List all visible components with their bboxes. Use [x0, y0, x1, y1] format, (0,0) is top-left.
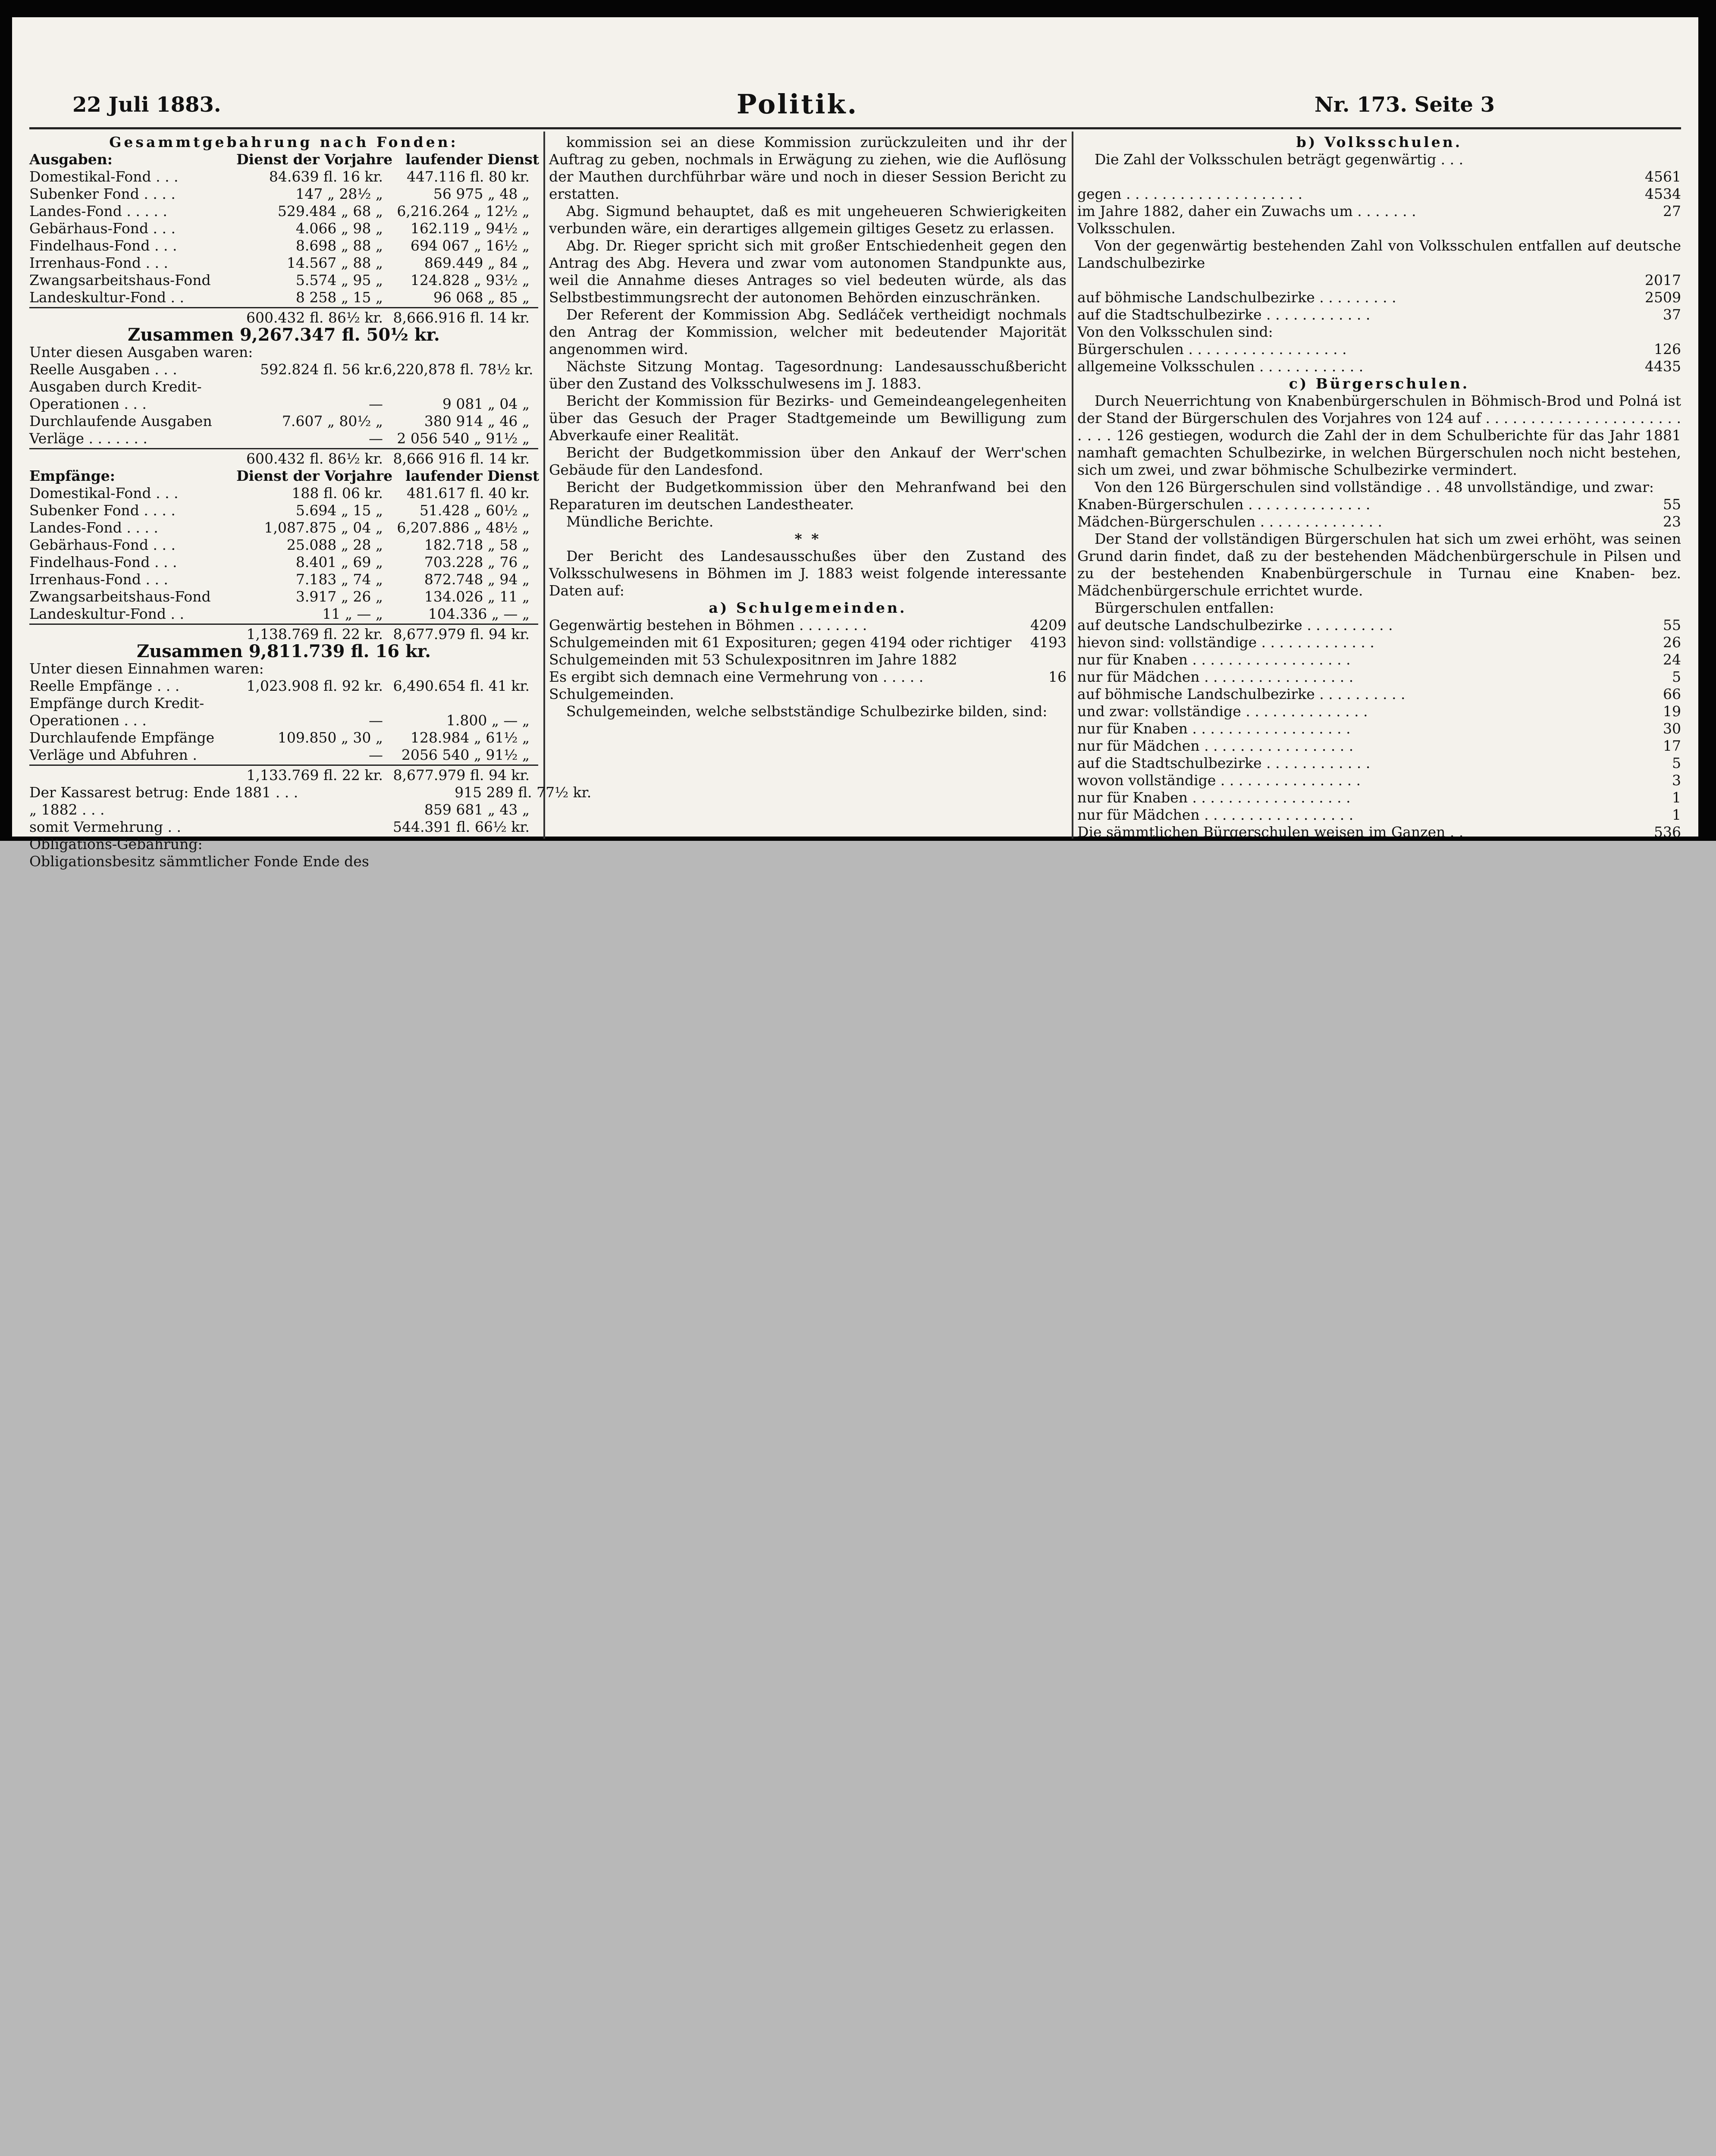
row-label: Operationen . . . — [29, 395, 147, 412]
row-prior-year: 592.824 fl. 56 kr. — [260, 361, 383, 378]
data-value: 2017 — [1645, 272, 1681, 288]
row-label — [29, 450, 236, 467]
row-label: Durchlaufende Empfänge — [29, 729, 215, 746]
paragraph: Durch Neuerrichtung von Knabenbürgerschulen in Böhmisch-Brod und Polná ist der Stand der Bürgerschulen des Vorjahres von 124 auf . . . . . . . . . . . . . . . . . . . . . . . . . . 126 gestiegen, wodurch die Zahl der in dem Schulberichte für das Jahr 1881 namhaft gemachten Schulbezirke, in welchen Bürgerschulen noch nicht bestehen, sich um zwei, und zwar böhmische Schulbezirke vermindert. — [1077, 392, 1681, 478]
table-row — [29, 151, 538, 168]
table-row — [29, 695, 538, 712]
data-label: im Jahre 1882, daher ein Zuwachs um . . . . . . . — [1077, 203, 1416, 219]
row-prior-year — [236, 818, 383, 836]
data-row — [1077, 755, 1681, 772]
row-current: 694 067 „ 16½ „ — [410, 237, 530, 254]
data-label: auf böhmische Landschulbezirke . . . . . . . . . — [1077, 289, 1396, 306]
data-value: 4435 — [1645, 358, 1681, 375]
data-label — [1077, 272, 1629, 289]
row-label — [29, 626, 236, 643]
row-label: Empfänge: — [29, 467, 115, 484]
row-current — [383, 378, 530, 395]
header-date: 22 Juli 1883. — [72, 93, 221, 117]
expenses-total: Zusammen 9,267.347 fl. 50½ kr. — [128, 325, 440, 345]
data-value: 24 — [1663, 651, 1681, 668]
row-current: 8,666.916 fl. 14 kr. — [393, 309, 530, 326]
row-prior-year — [236, 378, 383, 395]
row-label: Findelhaus-Fond . . . — [29, 554, 177, 570]
table-row — [29, 309, 538, 326]
data-label: Schulgemeinden. — [549, 686, 674, 702]
header-title: Politik. — [737, 88, 859, 120]
data-value: 1 — [1672, 806, 1681, 823]
data-value: 4534 — [1645, 185, 1681, 202]
data-row — [1077, 651, 1681, 668]
table-row — [29, 237, 538, 254]
table-row — [29, 554, 538, 571]
data-row — [1077, 789, 1681, 806]
row-label: Domestikal-Fond . . . — [29, 485, 179, 501]
row-label: „ 1882 . . . — [29, 801, 105, 818]
table-row — [29, 450, 538, 467]
row-prior-year: Dienst der Vorjahre — [236, 467, 393, 484]
paragraph: Bürgerschulen entfallen: — [1095, 599, 1274, 616]
column-politics — [549, 134, 1067, 841]
table-row — [29, 220, 538, 237]
data-label: wovon vollständige . . . . . . . . . . . . . . . . — [1077, 772, 1361, 789]
row-current: 869.449 „ 84 „ — [424, 254, 530, 271]
data-value — [1629, 323, 1681, 341]
row-label: Durchlaufende Ausgaben — [29, 413, 212, 429]
row-prior-year: 5.574 „ 95 „ — [295, 272, 383, 288]
data-value — [1629, 220, 1681, 237]
row-current: 6,220,878 fl. 78½ kr. — [383, 361, 533, 378]
data-row — [1077, 737, 1681, 755]
row-prior-year: 600.432 fl. 86½ kr. — [246, 309, 383, 326]
data-value: 17 — [1663, 737, 1681, 754]
data-row — [1077, 668, 1681, 686]
data-value: 4193 — [1030, 634, 1067, 651]
data-label: Knaben-Bürgerschulen . . . . . . . . . . . . . . — [1077, 496, 1371, 513]
data-row — [1077, 306, 1681, 323]
row-label: Empfänge durch Kredit- — [29, 695, 204, 711]
row-current: 6,207.886 „ 48½ „ — [397, 519, 530, 536]
table-row — [29, 712, 538, 729]
row-label: Zwangsarbeitshaus-Fond — [29, 272, 211, 288]
header-rule — [29, 127, 1681, 129]
data-row — [549, 634, 1067, 651]
data-value: 1 — [1672, 789, 1681, 806]
paragraph: kommission sei an diese Kommission zurückzuleiten und ihr der Auftrag zu geben, nochmals in Erwägung zu ziehen, wie die Auflösung der Mauthen durchführbar wäre und noch in dieser Session Bericht zu erstatten. — [549, 134, 1067, 202]
row-prior-year: — — [369, 395, 383, 412]
data-label: Schulgemeinden mit 53 Schulexpositnren im Jahre 1882 — [549, 651, 957, 668]
subheading: b) Volksschulen. — [1296, 134, 1462, 150]
data-value: 37 — [1663, 306, 1681, 323]
table-row — [29, 467, 538, 485]
data-row — [1077, 203, 1681, 220]
row-current: 380 914 „ 46 „ — [424, 413, 530, 429]
section-heading: Gesammtgebahrung nach Fonden: — [109, 134, 458, 150]
row-label: Verläge . . . . . . . — [29, 430, 147, 447]
row-prior-year: 7.183 „ 74 „ — [295, 571, 383, 588]
row-prior-year: 11 „ — „ — [322, 605, 383, 622]
row-prior-year: 8 258 „ 15 „ — [295, 289, 383, 306]
data-row — [549, 617, 1067, 634]
data-label: auf die Stadtschulbezirke . . . . . . . . . . . . — [1077, 755, 1371, 771]
data-row — [1077, 185, 1681, 203]
row-current: 915 289 fl. 77½ kr. — [455, 784, 592, 801]
table-row — [29, 361, 538, 378]
data-label: nur für Mädchen . . . . . . . . . . . . . . . . . — [1077, 806, 1354, 823]
data-row — [1077, 686, 1681, 703]
row-label: Reelle Ausgaben . . . — [29, 361, 177, 378]
row-current: 8,666 916 fl. 14 kr. — [393, 450, 530, 467]
row-prior-year: 14.567 „ 88 „ — [286, 254, 383, 271]
paragraph: Der Referent der Kommission Abg. Sedláček vertheidigt nochmals den Antrag der Kommission, welcher mit bedeutender Majorität angenommen wird. — [549, 306, 1067, 357]
data-value: 23 — [1663, 513, 1681, 530]
row-label: Verläge und Abfuhren . — [29, 746, 197, 763]
table-row — [29, 430, 538, 447]
paragraph: Der Stand der vollständigen Bürgerschulen hat sich um zwei erhöht, was seinen Grund darin findet, daß zu der bestehenden Mädchenbürgerschule in Pilsen und zu der bestehenden Knabenbürgerschule in Turnau eine Knaben- bez. Mädchenbürgerschule errichtet wurde. — [1077, 530, 1681, 599]
table-row — [29, 784, 592, 801]
row-current: 703.228 „ 76 „ — [424, 554, 530, 570]
row-current — [383, 695, 530, 712]
row-current: 51.428 „ 60½ „ — [419, 502, 530, 519]
row-prior-year: 8.698 „ 88 „ — [295, 237, 383, 254]
data-value: 2509 — [1645, 289, 1681, 306]
row-prior-year: 1,087.875 „ 04 „ — [264, 519, 383, 536]
data-value: 27 — [1663, 203, 1681, 219]
data-value: 55 — [1663, 496, 1681, 513]
subheading: Unter diesen Ausgaben waren: — [29, 344, 253, 360]
row-label: Operationen . . . — [29, 712, 147, 729]
sum-rule — [29, 624, 538, 625]
data-label: nur für Mädchen . . . . . . . . . . . . . . . . . — [1077, 668, 1354, 685]
data-value: 536 — [1654, 824, 1681, 840]
data-value: 19 — [1663, 703, 1681, 720]
paragraph: Abg. Dr. Rieger spricht sich mit großer Entschiedenheit gegen den Antrag des Abg. Hevera und zwar vom autonomen Standpunkte aus, weil die Annahme dieses Antrages so viel bedeuten würde, als das Selbstbestimmungsrecht der autonomen Behörden einzuschränken. — [549, 237, 1067, 306]
table-row — [29, 519, 538, 536]
row-label: Subenker Fond . . . . — [29, 502, 176, 519]
table-row — [29, 767, 538, 784]
subheading: c) Bürgerschulen. — [1289, 375, 1470, 392]
row-current: 1.800 „ — „ — [446, 712, 530, 729]
data-row — [1077, 323, 1681, 341]
row-prior-year: 4.066 „ 98 „ — [295, 220, 383, 237]
data-label: nur für Knaben . . . . . . . . . . . . . . . . . . — [1077, 720, 1351, 737]
paragraph: Von der gegenwärtig bestehenden Zahl von Volksschulen entfallen auf deutsche Landschulbezirke — [1077, 237, 1681, 271]
paragraph: Bericht der Budgetkommission über den Ankauf der Werr'schen Gebäude für den Landesfond. — [549, 444, 1067, 478]
row-label: Zwangsarbeitshaus-Fond — [29, 588, 211, 605]
table-row — [29, 729, 538, 746]
subheading: a) Schulgemeinden. — [709, 599, 907, 616]
row-current: 2056 540 „ 91½ „ — [401, 746, 530, 763]
paragraph: Die Zahl der Volksschulen beträgt gegenwärtig . . . — [1095, 151, 1464, 168]
table-row — [29, 378, 538, 395]
data-label: auf böhmische Landschulbezirke . . . . . . . . . . — [1077, 686, 1405, 702]
table-row — [29, 588, 538, 605]
data-label: Die sämmtlichen Bürgerschulen weisen im Ganzen . . — [1077, 824, 1464, 840]
data-label: Gegenwärtig bestehen in Böhmen . . . . . . . . — [549, 617, 867, 633]
row-prior-year: 1,023.908 fl. 92 kr. — [246, 677, 383, 694]
data-row — [1077, 824, 1681, 841]
data-label: Es ergibt sich demnach eine Vermehrung von . . . . . — [549, 668, 924, 685]
row-current: laufender Dienst — [405, 151, 540, 168]
data-label: Mädchen-Bürgerschulen . . . . . . . . . . . . . . — [1077, 513, 1382, 530]
row-prior-year: — — [369, 430, 383, 447]
data-row — [1077, 168, 1681, 185]
data-label: auf deutsche Landschulbezirke . . . . . . . . . . — [1077, 617, 1393, 633]
data-row — [1077, 358, 1681, 375]
row-prior-year: 7.607 „ 80½ „ — [282, 413, 383, 429]
table-row — [29, 203, 538, 220]
row-prior-year: 5.694 „ 15 „ — [295, 502, 383, 519]
row-current: 124.828 „ 93½ „ — [410, 272, 530, 288]
row-current: 128.984 „ 61½ „ — [410, 729, 530, 746]
row-label: Ausgaben durch Kredit- — [29, 378, 202, 395]
table-row — [29, 571, 538, 588]
row-current: 162.119 „ 94½ „ — [410, 220, 530, 237]
row-label: somit Vermehrung . . — [29, 818, 181, 835]
data-value: 5 — [1672, 668, 1681, 685]
row-label: Findelhaus-Fond . . . — [29, 237, 177, 254]
data-row — [1077, 720, 1681, 737]
row-label: Domestikal-Fond . . . — [29, 168, 179, 185]
paragraph: Der Bericht des Landesausschußes über den Zustand des Volksschulwesens in Böhmen im J. 1883 weist folgende interessante Daten auf: — [549, 548, 1067, 599]
data-row — [1077, 634, 1681, 651]
data-value: 4561 — [1645, 168, 1681, 185]
row-current: 859 681 „ 43 „ — [424, 801, 530, 818]
row-current: 2 056 540 „ 91½ „ — [397, 430, 530, 447]
column-finance — [29, 134, 592, 870]
row-current: 104.336 „ — „ — [428, 605, 530, 622]
data-value: 3 — [1672, 772, 1681, 789]
paragraph: Schulgemeinden, welche selbstständige Schulbezirke bilden, sind: — [566, 703, 1048, 720]
row-prior-year: — — [369, 746, 383, 763]
row-prior-year: 188 fl. 06 kr. — [292, 485, 383, 501]
table-row — [29, 168, 538, 185]
data-row — [1077, 617, 1681, 634]
separator-stars: * * — [794, 530, 821, 547]
data-label: nur für Knaben . . . . . . . . . . . . . . . . . . — [1077, 789, 1351, 806]
data-value — [1015, 686, 1067, 703]
row-prior-year: 3.917 „ 26 „ — [295, 588, 383, 605]
row-prior-year: 529.484 „ 68 „ — [277, 203, 383, 219]
row-label: Landes-Fond . . . . . — [29, 203, 167, 219]
row-current: 182.718 „ 58 „ — [424, 536, 530, 553]
table-row — [29, 254, 538, 272]
data-value: 26 — [1663, 634, 1681, 651]
data-row — [1077, 220, 1681, 237]
row-prior-year: 1,138.769 fl. 22 kr. — [246, 626, 383, 642]
column-schools — [1077, 134, 1681, 841]
subheading: Unter diesen Einnahmen waren: — [29, 660, 264, 677]
text-line: Obligationsbesitz sämmtlicher Fonde Ende des — [29, 853, 369, 870]
row-prior-year — [236, 695, 383, 712]
data-value: 126 — [1654, 341, 1681, 357]
data-label: hievon sind: vollständige . . . . . . . . . . . . . — [1077, 634, 1374, 651]
row-label: Reelle Empfänge . . . — [29, 677, 180, 694]
paragraph: Von den 126 Bürgerschulen sind vollständige . . 48 unvollständige, und zwar: — [1095, 479, 1654, 495]
data-row — [549, 686, 1067, 703]
table-row — [29, 818, 538, 836]
data-value: 66 — [1663, 686, 1681, 702]
row-label: Der Kassarest betrug: Ende 1881 . . . — [29, 784, 298, 801]
row-prior-year: 600.432 fl. 86½ kr. — [246, 450, 383, 467]
table-row — [29, 605, 538, 623]
data-value: 30 — [1663, 720, 1681, 737]
paragraph: Nächste Sitzung Montag. Tagesordnung: Landesausschußbericht über den Zustand des Volksschulwesens im J. 1883. — [549, 358, 1067, 392]
row-current: 8,677.979 fl. 94 kr. — [393, 626, 530, 642]
data-label: nur für Mädchen . . . . . . . . . . . . . . . . . — [1077, 737, 1354, 754]
table-row — [29, 395, 538, 413]
row-current: 447.116 fl. 80 kr. — [406, 168, 530, 185]
text-line: Obligations-Gebahrung: — [29, 836, 203, 852]
data-label: gegen . . . . . . . . . . . . . . . . . . . . — [1077, 185, 1303, 202]
paragraph: Abg. Sigmund behauptet, daß es mit ungeheueren Schwierigkeiten verbunden wäre, ein derartiges allgemein giltiges Gesetz zu erlassen. — [549, 203, 1067, 237]
paragraph: Bericht der Kommission für Bezirks- und Gemeindeangelegenheiten über das Gesuch der Prager Stadtgemeinde um Bewilligung zum Abverkaufe einer Realität. — [549, 392, 1067, 444]
row-label: Gebärhaus-Fond . . . — [29, 536, 176, 553]
row-prior-year — [236, 801, 383, 818]
data-row — [549, 668, 1067, 686]
row-prior-year: 109.850 „ 30 „ — [277, 729, 383, 746]
row-label: Irrenhaus-Fond . . . — [29, 254, 168, 271]
data-row — [1077, 272, 1681, 289]
table-row — [29, 272, 538, 289]
data-label: auf die Stadtschulbezirke . . . . . . . . . . . . — [1077, 306, 1371, 323]
row-label: Subenker Fond . . . . — [29, 185, 176, 202]
table-row — [29, 502, 538, 519]
table-row — [29, 801, 538, 818]
row-prior-year: Dienst der Vorjahre — [236, 151, 393, 168]
row-label: Irrenhaus-Fond . . . — [29, 571, 168, 588]
row-prior-year: 25.088 „ 28 „ — [286, 536, 383, 553]
data-label: und zwar: vollständige . . . . . . . . . . . . . . — [1077, 703, 1368, 720]
table-row — [29, 413, 538, 430]
paragraph: Mündliche Berichte. — [566, 513, 714, 530]
table-row — [29, 746, 538, 764]
data-row — [1077, 513, 1681, 530]
table-row — [29, 185, 538, 203]
row-current: 872.748 „ 94 „ — [424, 571, 530, 588]
data-row — [1077, 703, 1681, 720]
row-current: 56 975 „ 48 „ — [433, 185, 530, 202]
column-divider — [543, 132, 545, 839]
data-row — [1077, 806, 1681, 824]
data-value: 5 — [1672, 755, 1681, 771]
data-value: 4209 — [1030, 617, 1067, 633]
row-current: 9 081 „ 04 „ — [442, 395, 530, 412]
row-current: 481.617 fl. 40 kr. — [406, 485, 530, 501]
table-row — [29, 289, 538, 306]
header-issue: Nr. 173. Seite 3 — [1314, 93, 1495, 117]
data-row — [1077, 289, 1681, 306]
data-row — [1077, 496, 1681, 513]
row-prior-year: 84.639 fl. 16 kr. — [269, 168, 383, 185]
paragraph: Bericht der Budgetkommission über den Mehranfwand bei den Reparaturen im deutschen Landestheater. — [549, 479, 1067, 513]
row-current: 8,677.979 fl. 94 kr. — [393, 767, 530, 783]
data-label: Bürgerschulen . . . . . . . . . . . . . . . . . . — [1077, 341, 1347, 357]
data-label: Schulgemeinden mit 61 Exposituren; gegen 4194 oder richtiger — [549, 634, 1012, 651]
table-row — [29, 626, 538, 643]
row-current: 96 068 „ 85 „ — [433, 289, 530, 306]
row-current: 6,216.264 „ 12½ „ — [397, 203, 530, 219]
row-label — [29, 767, 236, 784]
income-total: Zusammen 9,811.739 fl. 16 kr. — [137, 641, 431, 661]
row-prior-year: 1,133.769 fl. 22 kr. — [246, 767, 383, 783]
data-row — [1077, 341, 1681, 358]
table-row — [29, 536, 538, 554]
row-current: laufender Dienst — [405, 467, 540, 484]
row-label: Landes-Fond . . . . — [29, 519, 158, 536]
row-label: Gebärhaus-Fond . . . — [29, 220, 176, 237]
data-value: 55 — [1663, 617, 1681, 633]
data-label — [1077, 168, 1629, 185]
data-row — [1077, 772, 1681, 789]
data-label: Von den Volksschulen sind: — [1077, 323, 1273, 340]
table-row — [29, 677, 538, 695]
column-divider — [1072, 132, 1073, 839]
row-prior-year: — — [369, 712, 383, 729]
row-current: 544.391 fl. 66½ kr. — [392, 818, 530, 835]
row-label: Landeskultur-Fond . . — [29, 605, 184, 622]
row-prior-year — [298, 784, 445, 801]
row-current: 134.026 „ 11 „ — [424, 588, 530, 605]
newspaper-page — [12, 17, 1698, 870]
row-prior-year: 8.401 „ 69 „ — [295, 554, 383, 570]
row-label: Landeskultur-Fond . . — [29, 289, 184, 306]
data-label: Volksschulen. — [1077, 220, 1176, 237]
row-prior-year: 147 „ 28½ „ — [295, 185, 383, 202]
row-label: Ausgaben: — [29, 151, 113, 168]
data-value — [1015, 651, 1067, 668]
sum-rule — [29, 307, 538, 308]
sum-rule — [29, 765, 538, 766]
data-value: 16 — [1048, 668, 1067, 685]
data-label: allgemeine Volksschulen . . . . . . . . . . . . — [1077, 358, 1364, 375]
data-label: nur für Knaben . . . . . . . . . . . . . . . . . . — [1077, 651, 1351, 668]
table-row — [29, 485, 538, 502]
data-row — [549, 651, 1067, 668]
row-label — [29, 309, 236, 326]
sum-rule — [29, 448, 538, 449]
row-current: 6,490.654 fl. 41 kr. — [393, 677, 530, 694]
